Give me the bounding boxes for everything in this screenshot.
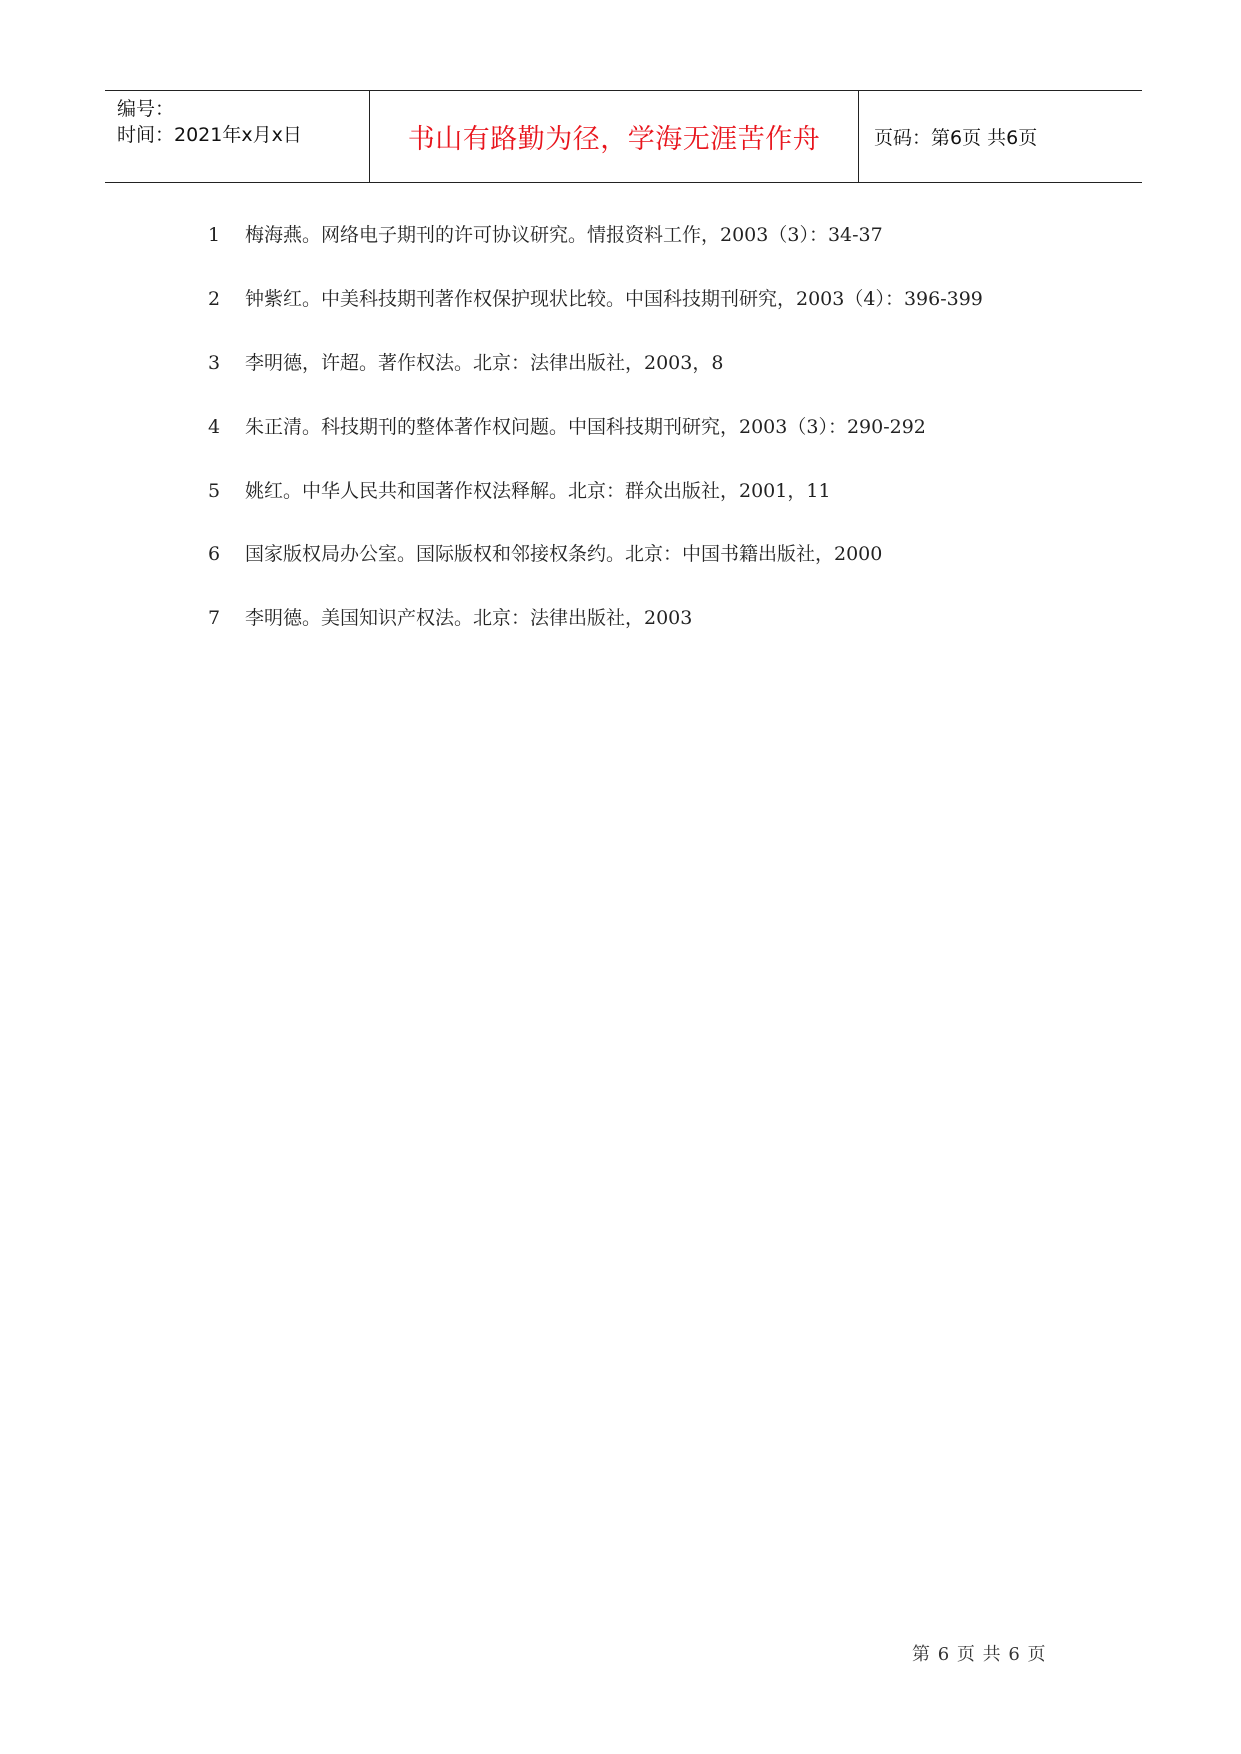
page-footer: 第 6 页 共 6 页: [912, 1644, 1047, 1665]
reference-index: 1: [208, 224, 221, 246]
reference-text: 梅海燕。网络电子期刊的许可协议研究。情报资料工作，2003（3）：34-37: [245, 224, 883, 246]
reference-index: 2: [208, 288, 221, 310]
document-number-label: 编号：: [117, 98, 175, 120]
page-header: [105, 90, 1142, 183]
header-page-code: 页码：第6页 共6页: [874, 127, 1038, 149]
reference-text: 钟紫红。中美科技期刊著作权保护现状比较。中国科技期刊研究，2003（4）：396-399: [245, 288, 983, 310]
header-meta-cell: [105, 91, 370, 182]
reference-item: [208, 284, 983, 311]
reference-item: [208, 603, 692, 630]
reference-item: [208, 539, 882, 566]
reference-item: [208, 476, 831, 503]
header-motto: 书山有路勤为径，学海无涯苦作舟: [407, 124, 821, 155]
reference-text: 李明德。美国知识产权法。北京：法律出版社，2003: [245, 607, 693, 629]
reference-item: [208, 412, 926, 439]
reference-text: 李明德，许超。著作权法。北京：法律出版社，2003，8: [245, 352, 724, 374]
reference-text: 姚红。中华人民共和国著作权法释解。北京：群众出版社，2001，11: [245, 480, 831, 502]
reference-item: [208, 220, 883, 247]
reference-index: 5: [208, 480, 221, 502]
document-time-label: 时间：2021年x月x日: [117, 124, 302, 146]
reference-item: [208, 348, 723, 375]
header-motto-cell: [370, 91, 859, 182]
reference-index: 4: [208, 416, 221, 438]
reference-text: 朱正清。科技期刊的整体著作权问题。中国科技期刊研究，2003（3）：290-292: [245, 416, 926, 438]
reference-index: 7: [208, 607, 221, 629]
reference-index: 3: [208, 352, 221, 374]
reference-text: 国家版权局办公室。国际版权和邻接权条约。北京：中国书籍出版社，2000: [245, 543, 883, 565]
reference-index: 6: [208, 543, 221, 565]
header-page-cell: [859, 91, 1142, 182]
